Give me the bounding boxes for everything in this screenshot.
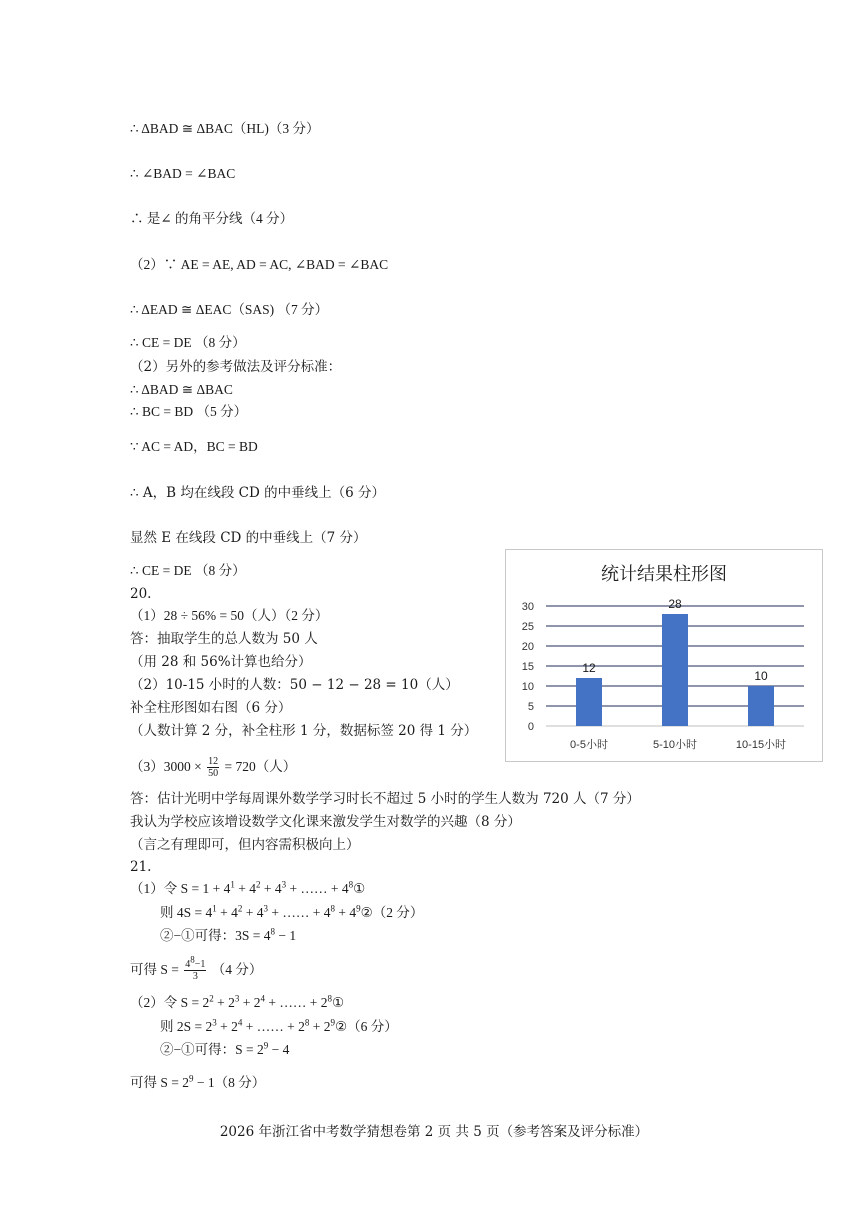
- line-l13: ∴ CE = DE （8 分）: [130, 563, 246, 578]
- q21-p1-line-d: [130, 957, 262, 983]
- chart-title: 统计结果柱形图: [601, 564, 727, 584]
- exponent: 3: [263, 903, 268, 914]
- fraction-s-part1: [184, 955, 206, 983]
- exponent: 4: [237, 1017, 243, 1028]
- line-l24: （言之有理即可，但内容需积极向上）: [130, 837, 360, 853]
- line-l15: （1）28 ÷ 56% = 50（人）（2 分）: [130, 608, 329, 623]
- y-tick-label: 15: [521, 661, 534, 673]
- text-seg: + 4: [234, 881, 256, 896]
- line-l4: （2）∵ AE = AE, AD = AC, ∠BAD = ∠BAC: [130, 257, 389, 272]
- text-seg: （2）令 S = 2: [130, 995, 210, 1010]
- question-number-20: 20.: [130, 586, 152, 602]
- text-seg: − 1（8 分）: [193, 1075, 266, 1090]
- y-tick-label: 0: [527, 721, 534, 733]
- text-seg: + 4: [216, 905, 238, 920]
- x-tick-label: 5-10小时: [652, 739, 698, 751]
- exponent: 2: [237, 903, 243, 914]
- line-l11: ∴ A，B 均在线段 CD 的中垂线上（6 分）: [130, 485, 385, 501]
- fraction-12-50: [207, 756, 219, 779]
- bar: [662, 614, 688, 726]
- bar-chart: [505, 549, 823, 762]
- y-tick-label: 5: [527, 701, 534, 713]
- y-tick-label: 30: [521, 601, 534, 613]
- line-l9: ∴ BC = BD （5 分）: [130, 404, 248, 419]
- text-seg: 可得 S = 2: [130, 1075, 189, 1090]
- exponent: 3: [212, 1017, 217, 1028]
- question-number-21: 21.: [130, 859, 152, 875]
- text-seg: −1: [194, 959, 206, 971]
- text-seg: ②（2 分）: [360, 905, 424, 920]
- y-tick-label: 20: [521, 641, 534, 653]
- exponent: 9: [263, 1040, 269, 1051]
- fraction-denominator: 50: [208, 768, 219, 780]
- q21-p1-line-a: [130, 880, 365, 898]
- bar: [748, 686, 774, 726]
- line-l16: 答：抽取学生的总人数为 50 人: [130, 631, 318, 647]
- text-seg: 则 4S = 4: [160, 905, 213, 920]
- text-seg: 则 2S = 2: [160, 1019, 213, 1034]
- fraction-numerator: 12: [208, 756, 219, 768]
- line-l10: ∵ AC = AD，BC = BD: [130, 439, 258, 454]
- exponent: 1: [230, 879, 235, 890]
- exponent: 2: [209, 993, 214, 1004]
- text-seg: + …… + 4: [286, 881, 349, 896]
- line-l5: ∴ ΔEAD ≅ ΔEAC（SAS) （7 分）: [130, 302, 329, 317]
- exponent: 2: [256, 879, 261, 890]
- page-footer: 2026 年浙江省中考数学猜想卷第 2 页 共 5 页（参考答案及评分标准）: [219, 1124, 649, 1140]
- data-label: 12: [582, 661, 596, 675]
- text-seg: ①: [331, 995, 345, 1010]
- exponent: 8: [330, 903, 335, 914]
- text-seg: 可得 S =: [130, 962, 179, 977]
- q21-p2-line-d: [130, 1074, 265, 1092]
- bar: [576, 678, 602, 726]
- exponent: 8: [304, 1017, 310, 1028]
- text-seg: ①: [353, 881, 366, 896]
- exponent: 8: [190, 955, 195, 966]
- exponent: 8: [270, 926, 275, 937]
- line-l17: （用 28 和 56%计算也给分）: [130, 654, 312, 670]
- exponent: 3: [281, 879, 287, 890]
- line-l1: ∴ ΔBAD ≅ ΔBAC（HL)（3 分）: [130, 121, 320, 136]
- x-tick-label: 10-15小时: [735, 739, 787, 751]
- text-seg: （4 分）: [211, 962, 263, 977]
- line-l8: ∴ ΔBAD ≅ ΔBAC: [130, 382, 233, 397]
- text-seg: ②（6 分）: [334, 1019, 398, 1034]
- q21-p2-line-b: [160, 1018, 398, 1036]
- text-seg: + 2: [239, 995, 261, 1010]
- text-seg: ②−①可得：S = 2: [160, 1042, 264, 1057]
- exponent: 9: [356, 903, 361, 914]
- text-seg: + 2: [309, 1019, 331, 1034]
- line-l19: 补全柱形图如右图（6 分）: [130, 700, 292, 716]
- text-seg: + 4: [334, 905, 357, 920]
- q20-part3-suffix: = 720（人）: [224, 759, 297, 774]
- bar-chart-svg: [506, 550, 822, 761]
- text-seg: 4: [185, 959, 191, 971]
- line-l23: 我认为学校应该增设数学文化课来激发学生对数学的兴趣（8 分）: [130, 814, 521, 830]
- x-tick-label: 0-5小时: [570, 739, 608, 751]
- q21-p1-line-b: [160, 904, 423, 922]
- line-l7: （2）另外的参考做法及评分标准：: [130, 359, 342, 375]
- line-l18: （2）10-15 小时的人数：50 − 12 − 28 = 10（人）: [130, 677, 459, 693]
- exponent: 1: [212, 903, 217, 914]
- text-seg: + …… + 2: [242, 1019, 305, 1034]
- text-seg: + 2: [216, 1019, 238, 1034]
- y-tick-label: 10: [521, 681, 534, 693]
- text-seg: + …… + 2: [265, 995, 328, 1010]
- exponent: 4: [260, 993, 265, 1004]
- text-seg: + 4: [260, 881, 282, 896]
- q21-p1-line-c: [160, 927, 296, 945]
- exponent: 8: [327, 993, 332, 1004]
- q21-p2-line-c: [160, 1041, 289, 1059]
- fraction-numerator: [184, 955, 206, 971]
- line-l12: 显然 E 在线段 CD 的中垂线上（7 分）: [130, 530, 367, 546]
- line-l6: ∴ CE = DE （8 分）: [130, 335, 246, 350]
- text-seg: （1）令 S = 1 + 4: [130, 881, 231, 896]
- text-seg: − 1: [275, 928, 297, 943]
- exponent: 9: [189, 1073, 194, 1084]
- text-seg: − 4: [268, 1042, 290, 1057]
- q20-part3-prefix: （3）3000 ×: [130, 759, 202, 774]
- line-l20: （人数计算 2 分，补全柱形 1 分，数据标签 20 得 1 分）: [130, 723, 478, 739]
- text-seg: + …… + 4: [268, 905, 331, 920]
- fraction-denominator: 3: [192, 971, 198, 983]
- text-seg: + 2: [213, 995, 235, 1010]
- line-l22: 答：估计光明中学每周课外数学学习时长不超过 5 小时的学生人数为 720 人（7 分）: [130, 791, 640, 807]
- line-l3: ∴ 是∠ 的角平分线（4 分）: [130, 211, 294, 226]
- line-l2: ∴ ∠BAD = ∠BAC: [130, 166, 236, 181]
- y-tick-label: 25: [521, 621, 534, 633]
- text-seg: + 4: [242, 905, 264, 920]
- exponent: 9: [330, 1017, 335, 1028]
- data-label: 28: [668, 597, 682, 611]
- data-label: 10: [754, 669, 768, 683]
- exponent: 8: [348, 879, 354, 890]
- line-q20-part3: [130, 755, 296, 779]
- exponent: 3: [234, 993, 240, 1004]
- q21-p2-line-a: [130, 994, 344, 1012]
- text-seg: ②−①可得：3S = 4: [160, 928, 271, 943]
